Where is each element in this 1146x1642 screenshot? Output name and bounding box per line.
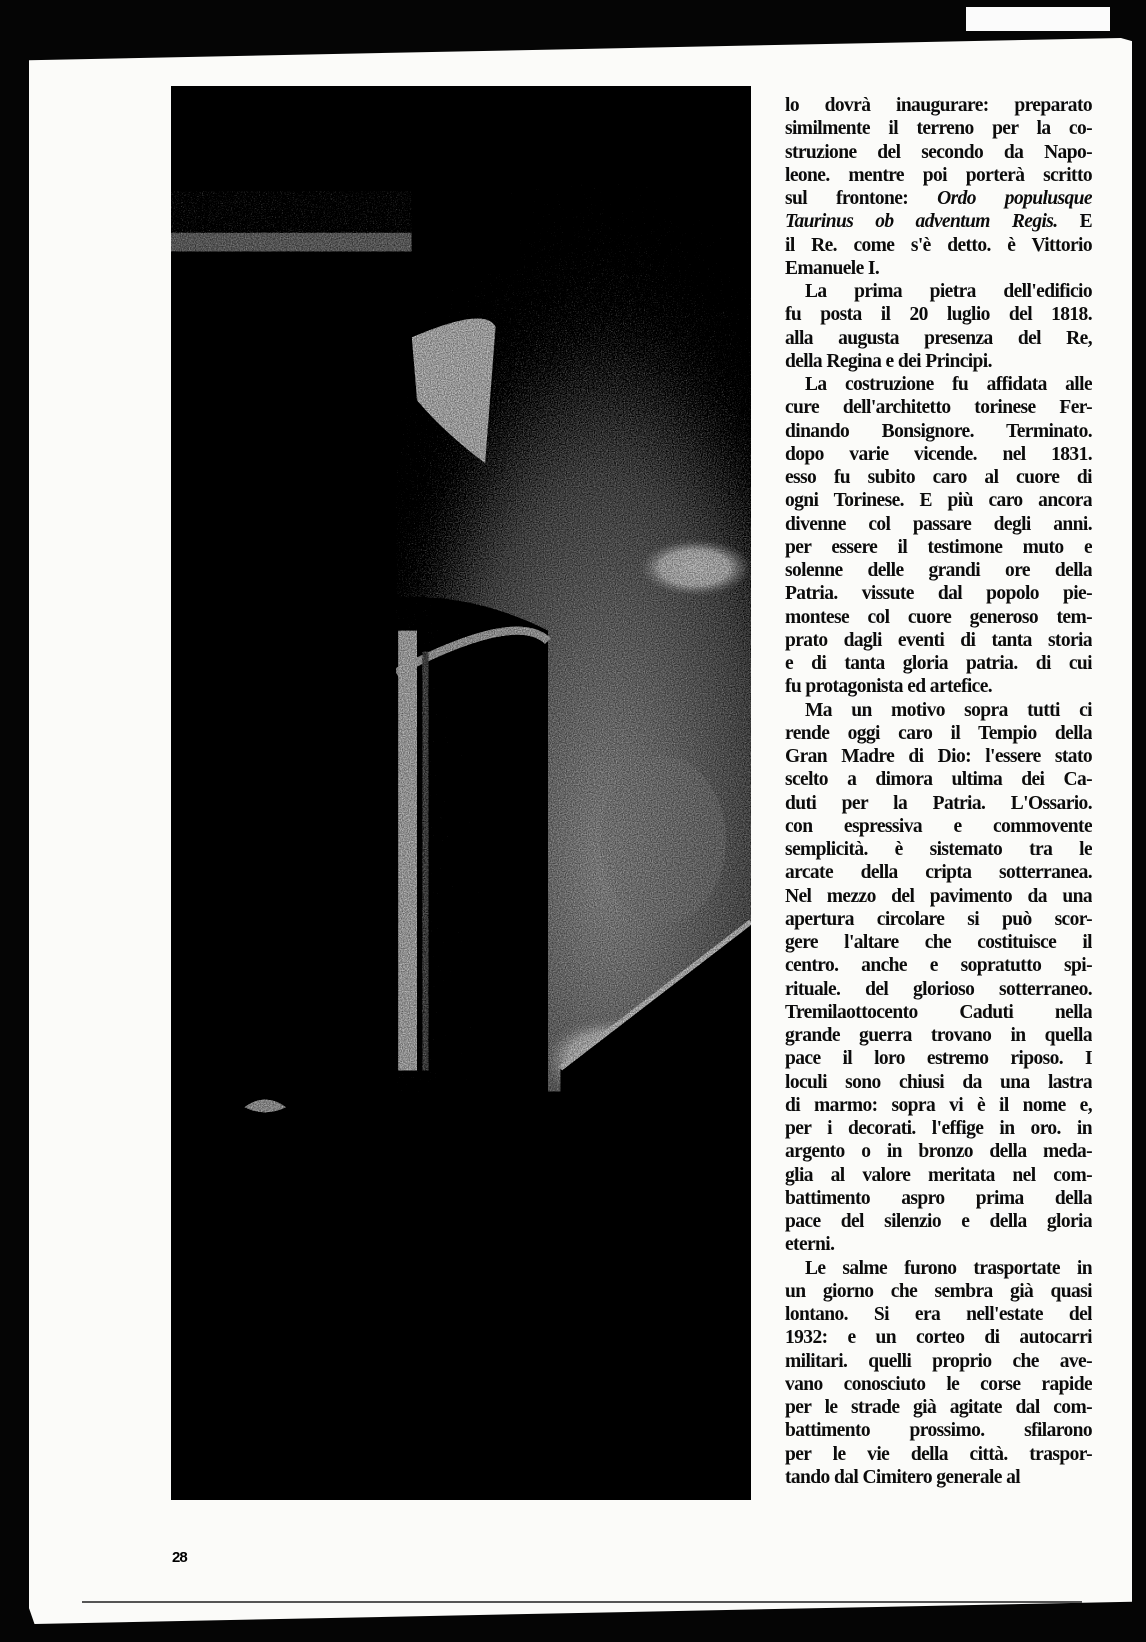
photo-illustration <box>171 86 751 1500</box>
text-line: per essere il testimone muto e <box>785 536 1092 558</box>
text-line: similmente il terreno per la co- <box>785 118 1092 140</box>
latin-inscription-text: Ordo populusque <box>937 188 1092 209</box>
text-line: solenne delle grandi ore della <box>785 560 1092 581</box>
text-line: La prima pietra dell'edificio <box>805 281 1092 302</box>
article-paragraph <box>785 1257 1092 1490</box>
text-line: un giorno che sembra già quasi <box>785 1280 1092 1302</box>
text-line: per le strade già agitate dal com- <box>785 1397 1092 1418</box>
text-line: tando dal Cimitero generale al <box>785 1466 1021 1488</box>
text-line: battimento prossimo. sfilarono <box>785 1420 1092 1442</box>
article-paragraph <box>785 280 1092 373</box>
text-line: argento o in bronzo della meda- <box>785 1141 1092 1163</box>
text-line: semplicità. è sistemato tra le <box>785 839 1092 860</box>
scan-edge-tab <box>966 7 1110 31</box>
text-line: fu protagonista ed artefice. <box>785 676 993 698</box>
text-line: centro. anche e sopratutto spi- <box>785 955 1092 977</box>
text-line: lontano. Si era nell'estate del <box>785 1304 1092 1325</box>
latin-inscription-text: Taurinus ob adventum Regis. <box>785 211 1058 233</box>
text-line: grande guerra trovano in quella <box>785 1025 1092 1046</box>
text-line: della Regina e dei Principi. <box>785 350 992 372</box>
text-line: gere l'altare che costituisce il <box>785 932 1092 953</box>
text-line: pace il loro estremo riposo. I <box>785 1048 1092 1070</box>
text-line: duti per la Patria. L'Ossario. <box>785 792 1092 814</box>
text-line: vano conosciuto le corse rapide <box>785 1373 1092 1395</box>
text-line: arcate della cripta sotterranea. <box>785 862 1092 884</box>
text-line: per le vie della città. traspor- <box>785 1443 1092 1465</box>
page-number: 28 <box>172 1549 187 1566</box>
text-line: battimento aspro prima della <box>785 1187 1092 1209</box>
text-line: Nel mezzo del pavimento da una <box>785 885 1092 907</box>
text-line <box>785 210 1092 233</box>
text-line: loculi sono chiusi da una lastra <box>785 1071 1092 1093</box>
text-line: dinando Bonsignore. Terminato. <box>785 420 1092 442</box>
text-line: struzione del secondo da Napo- <box>785 141 1092 163</box>
text-line: Le salme furono trasportate in <box>805 1257 1092 1279</box>
text-line: il Re. come s'è detto. è Vittorio <box>785 234 1092 256</box>
article-paragraph <box>785 94 1092 280</box>
text-line: rende oggi caro il Tempio della <box>785 722 1092 744</box>
text-line: esso fu subito caro al cuore di <box>785 467 1092 488</box>
page-bottom-edge <box>82 1601 1082 1603</box>
church-dome-photo <box>171 86 751 1500</box>
text-line: dopo varie vicende. nel 1831. <box>785 443 1092 465</box>
text-line: e di tanta gloria patria. di cui <box>785 653 1092 674</box>
text-line: alla augusta presenza del Re, <box>785 327 1092 349</box>
text-line: Ma un motivo sopra tutti ci <box>805 699 1092 721</box>
text-line: glia al valore meritata nel com- <box>785 1164 1092 1186</box>
text-line: montese col cuore generoso tem- <box>785 606 1092 628</box>
article-paragraph <box>785 699 1092 1257</box>
article-paragraph <box>785 373 1092 699</box>
article-text-column <box>785 94 1092 1489</box>
text-line: di marmo: sopra vi è il nome e, <box>785 1094 1092 1116</box>
text-line: apertura circolare si può scor- <box>785 908 1092 930</box>
text-line: Gran Madre di Dio: l'essere stato <box>785 746 1092 767</box>
text-line: scelto a dimora ultima dei Ca- <box>785 769 1092 791</box>
text-line: con espressiva e commovente <box>785 815 1092 837</box>
text-line: prato dagli eventi di tanta storia <box>785 629 1092 651</box>
text-line: Patria. vissute dal popolo pie- <box>785 583 1092 605</box>
text-line: rituale. del glorioso sotterraneo. <box>785 978 1092 1000</box>
text-line: fu posta il 20 luglio del 1818. <box>785 304 1092 326</box>
text-line <box>785 187 1092 210</box>
text-segment: sul frontone: <box>785 188 938 209</box>
text-line: cure dell'architetto torinese Fer- <box>785 397 1092 419</box>
text-segment: E <box>1057 211 1092 233</box>
text-line: La costruzione fu affidata alle <box>805 374 1092 395</box>
text-line: Tremilaottocento Caduti nella <box>785 1001 1092 1023</box>
text-line: leone. mentre poi porterà scritto <box>785 164 1092 186</box>
text-line: ogni Torinese. E più caro ancora <box>785 490 1092 512</box>
text-line: pace del silenzio e della gloria <box>785 1211 1092 1232</box>
text-line: per i decorati. l'effige in oro. in <box>785 1118 1092 1139</box>
text-line: militari. quelli proprio che ave- <box>785 1350 1092 1372</box>
text-line: divenne col passare degli anni. <box>785 513 1092 535</box>
text-line: Emanuele I. <box>785 257 880 279</box>
text-line: eterni. <box>785 1234 835 1256</box>
text-line: lo dovrà inaugurare: preparato <box>785 95 1092 116</box>
text-line: 1932: e un corteo di autocarri <box>785 1327 1092 1349</box>
